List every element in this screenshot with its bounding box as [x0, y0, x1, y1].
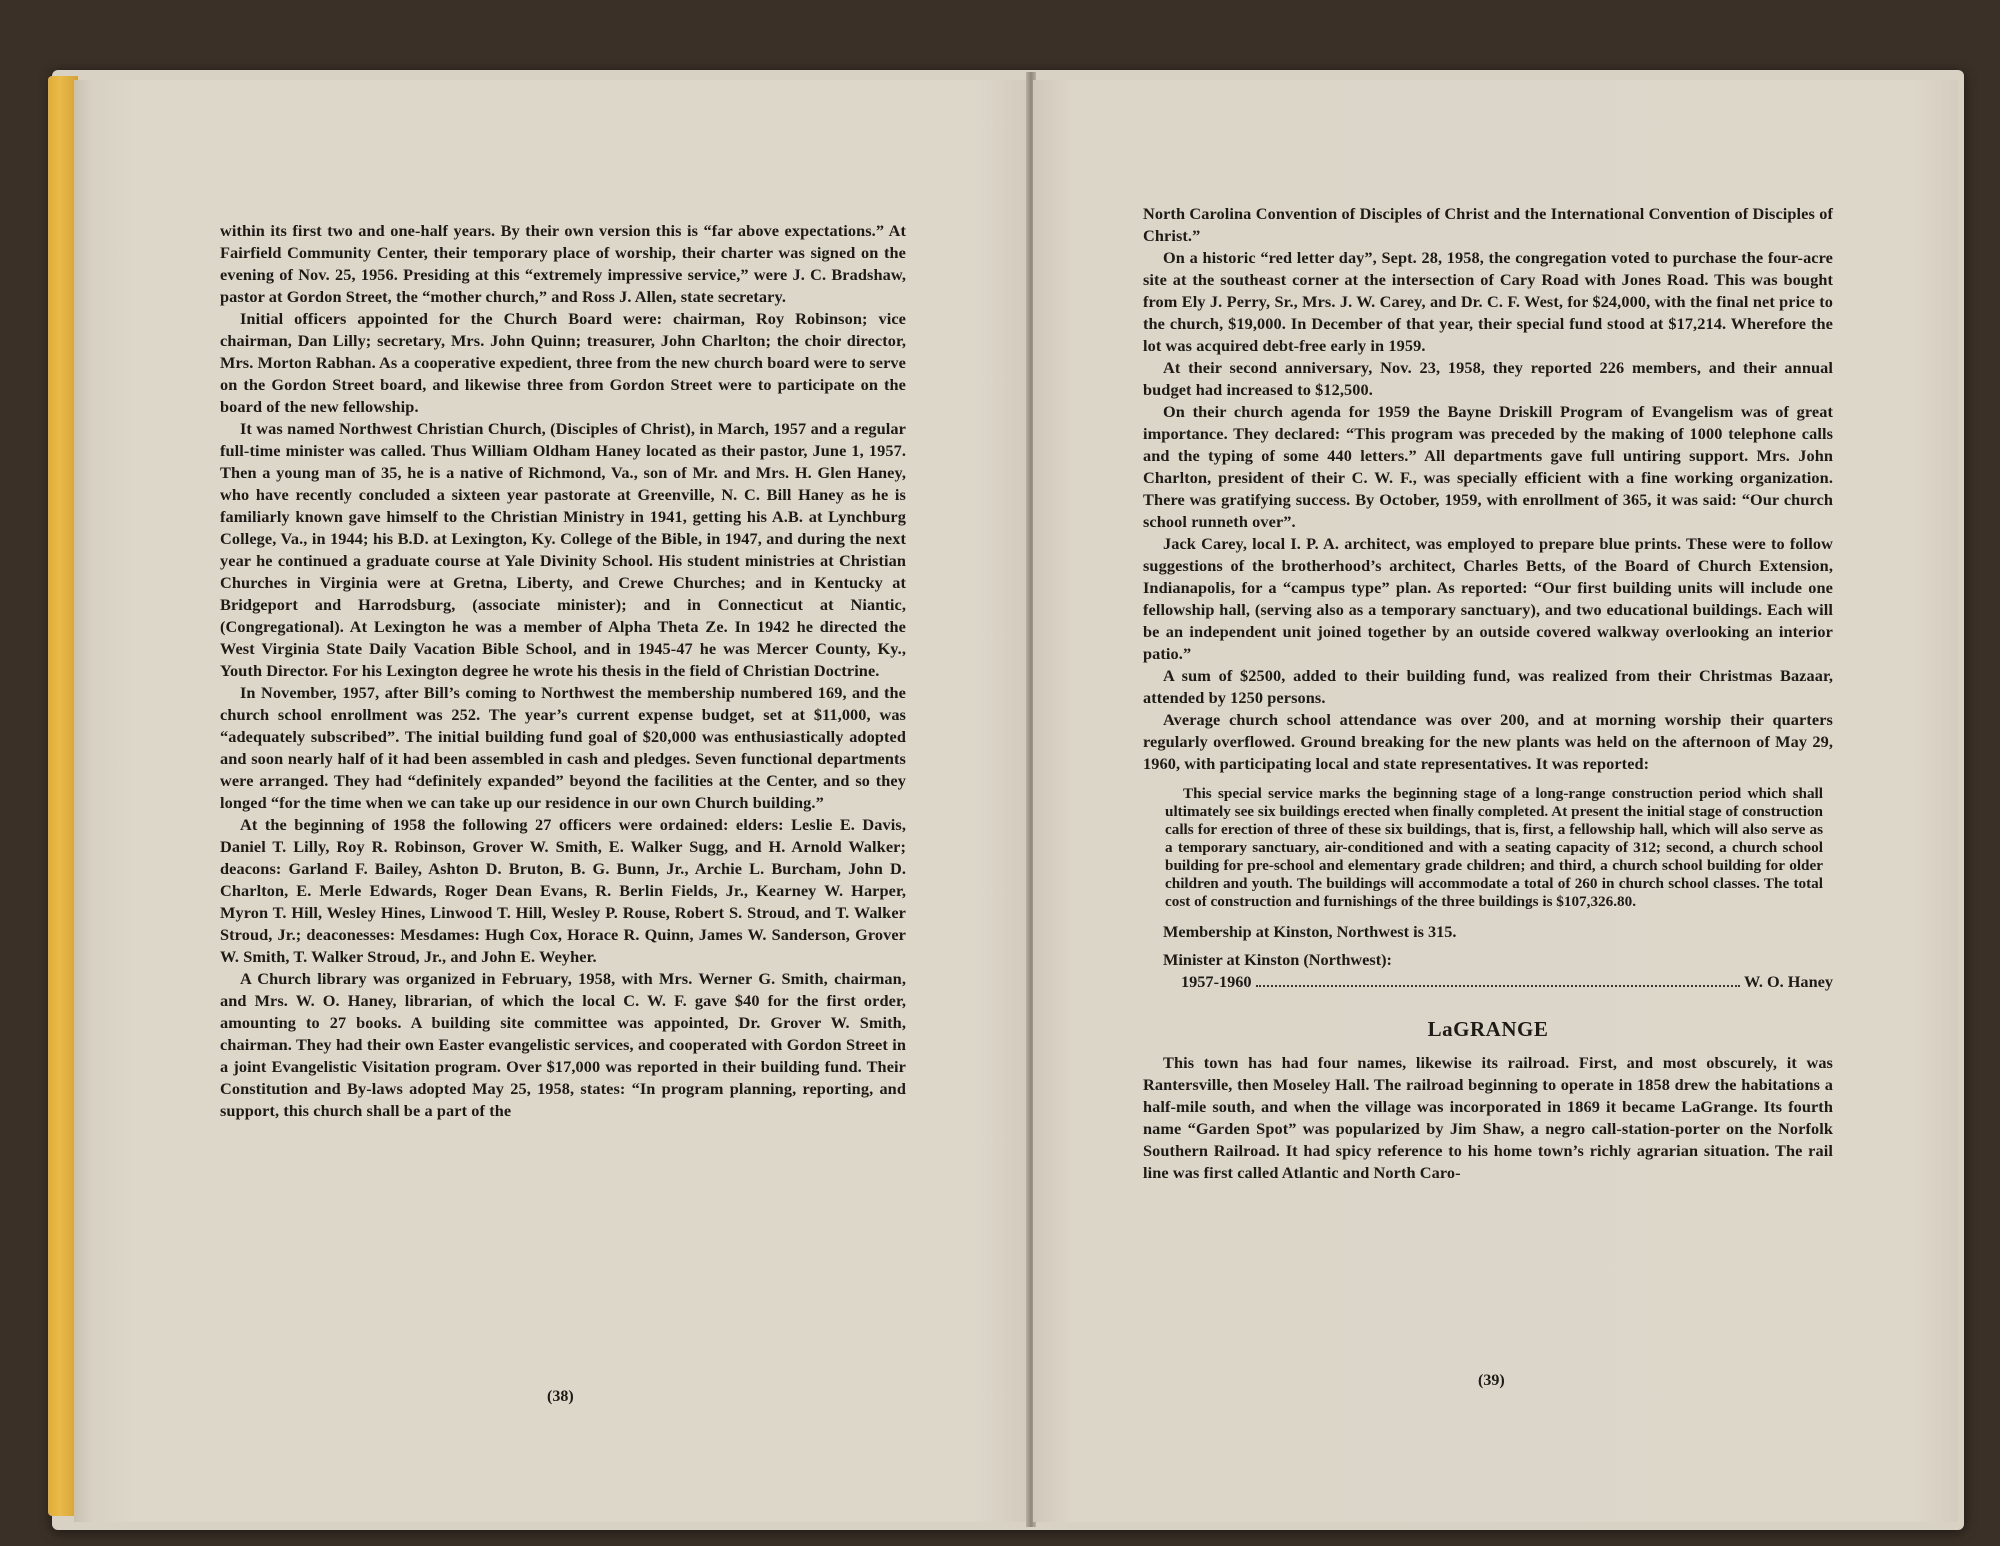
section-heading: LaGRANGE	[1427, 1017, 1549, 1041]
paragraph: A Church library was organized in February, 1958, with Mrs. Werner G. Smith, chairman, and Mrs. W. O. Haney, librarian, of which the local C. W. F. gave $40 for the first order, amounting to 27 books. A building site committee was appointed, Dr. Grover W. Smith, chairman. They had their own Easter evangelistic services, and cooperated with Gordon Street in a joint Evangelistic Visitation program. Over $17,000 was reported in their building fund. Their Constitution and By-laws adopted May 25, 1958, states: “In program planning, reporting, and support, this church shall be a part of the	[220, 969, 906, 1120]
minister-years: 1957-1960	[1181, 972, 1252, 991]
paragraph: A sum of $2500, added to their building fund, was realized from their Christmas Bazaar, attended by 1250 persons.	[1143, 666, 1833, 707]
paragraph: This town has had four names, likewise its railroad. First, and most obscurely, it was Rantersville, then Moseley Hall. The railroad beginning to operate in 1858 drew the habitations a half-mile south, and when the village was incorporated in 1869 it became LaGrange. Its fourth name “Garden Spot” was popularized by Jim Shaw, a negro call-station-porter on the Norfolk Southern Railroad. It had spicy reference to his home town’s richly agrarian situation. The rail line was first called Atlantic and North Caro-	[1143, 1053, 1833, 1182]
paragraph: Average church school attendance was over 200, and at morning worship their quarters regularly overflowed. Ground breaking for the new plants was held on the afternoon of May 29, 1960, with participating local and state representatives. It was reported:	[1143, 710, 1833, 773]
paragraph: On a historic “red letter day”, Sept. 28, 1958, the congregation voted to purchase the four-acre site at the southeast corner at the intersection of Cary Road with Jones Road. This was bought from Ely J. Perry, Sr., Mrs. J. W. Carey, and Dr. C. F. West, for $24,000, with the final net price to the church, $19,000. In December of that year, their special fund stood at $17,214. Wherefore the lot was acquired debt-free early in 1959.	[1143, 248, 1833, 355]
paragraph: At their second anniversary, Nov. 23, 1958, they reported 226 members, and their annual budget had increased to $12,500.	[1143, 358, 1833, 399]
paragraph: It was named Northwest Christian Church, (Disciples of Christ), in March, 1957 and a regular full-time minister was called. Thus William Oldham Haney located as their pastor, June 1, 1957. Then a young man of 35, he is a native of Richmond, Va., son of Mr. and Mrs. H. Glen Haney, who have recently concluded a sixteen year pastorate at Greenville, N. C. Bill Haney as he is familiarly known gave himself to the Christian Ministry in 1941, getting his A.B. at Lynchburg College, Va., in 1944; his B.D. at Lexington, Ky. College of the Bible, in 1947, and during the next year he continued a graduate course at Yale Divinity School. His student ministries at Christian Churches in Virginia were at Gretna, Liberty, and Crewe Churches; and in Kentucky at Bridgeport and Harrodsburg, (associate minister); and in Connecticut at Niantic, (Congregational). At Lexington he was a member of Alpha Theta Ze. In 1942 he directed the West Virginia State Daily Vacation Bible School, and in 1945-47 he was Mercer County, Ky., Youth Director. For his Lexington degree he wrote his thesis in the field of Christian Doctrine.	[220, 419, 906, 680]
paragraph: North Carolina Convention of Disciples of Christ and the International Convention of Disciples of Christ.”	[1143, 204, 1833, 245]
minister-heading: Minister at Kinston (Northwest):	[1163, 950, 1392, 969]
dot-leader	[1256, 985, 1740, 987]
left-page-text	[220, 220, 906, 1122]
paragraph: At the beginning of 1958 the following 27 officers were ordained: elders: Leslie E. Davis, Daniel T. Lilly, Roy R. Robinson, Grover W. Smith, E. Walker Sugg, and H. Arnold Walker; deacons: Garland F. Bailey, Ashton D. Bruton, B. G. Bunn, Jr., Archie L. Burcham, John D. Charlton, E. Merle Edwards, Roger Dean Evans, R. Berlin Fields, Jr., Kearney W. Harper, Myron T. Hill, Wesley Hines, Linwood T. Hill, Wesley P. Rouse, Robert S. Stroud, and T. Walker Stroud, Jr.; deaconesses: Mesdames: Hugh Cox, Horace R. Quinn, James W. Sanderson, Grover W. Smith, T. Walker Stroud, Jr., and John E. Weyher.	[220, 815, 906, 966]
paragraph: within its first two and one-half years. By their own version this is “far above expectations.” At Fairfield Community Center, their temporary place of worship, their charter was signed on the evening of Nov. 25, 1956. Presiding at this “extremely impressive service,” were J. C. Bradshaw, pastor at Gordon Street, the “mother church,” and Ross J. Allen, state secretary.	[220, 221, 906, 306]
minister-name: W. O. Haney	[1744, 972, 1833, 991]
membership-line: Membership at Kinston, Northwest is 315.	[1163, 922, 1457, 941]
page-number: (38)	[547, 1388, 574, 1405]
right-page-text	[1143, 203, 1833, 1184]
page-number: (39)	[1478, 1372, 1505, 1389]
paragraph: Initial officers appointed for the Church Board were: chairman, Roy Robinson; vice chairman, Dan Lilly; secretary, Mrs. John Quinn; treasurer, John Charlton; the choir director, Mrs. Morton Rabhan. As a cooperative expedient, three from the new church board were to serve on the Gordon Street board, and likewise three from Gordon Street were to participate on the board of the new fellowship.	[220, 309, 906, 416]
right-page	[1033, 80, 1958, 1522]
paragraph: On their church agenda for 1959 the Bayne Driskill Program of Evangelism was of great importance. They declared: “This program was preceded by the making of 1000 telephone calls and the typing of some 440 letters.” All departments gave full untiring support. Mrs. John Charlton, president of their C. W. F., was specially efficient with a fine working organization. There was gratifying success. By October, 1959, with enrollment of 365, it was said: “Our church school runneth over”.	[1143, 402, 1833, 531]
minister-entry	[1181, 971, 1833, 993]
paragraph: Jack Carey, local I. P. A. architect, was employed to prepare blue prints. These were to follow suggestions of the brotherhood’s architect, Charles Betts, of the Board of Church Extension, Indianapolis, for a “campus type” plan. As reported: “Our first building units will include one fellowship hall, (serving also as a temporary sanctuary), and two educational buildings. Each will be an independent unit joined together by an outside covered walkway overlooking an interior patio.”	[1143, 534, 1833, 663]
left-page	[74, 80, 1029, 1522]
paragraph: In November, 1957, after Bill’s coming to Northwest the membership numbered 169, and the church school enrollment was 252. The year’s current expense budget, set at $11,000, was “adequately subscribed”. The initial building fund goal of $20,000 was enthusiastically adopted and soon nearly half of it had been assembled in cash and pledges. Seven functional departments were arranged. They had “definitely expanded” beyond the facilities at the Center, and so they longed “for the time when we can take up our residence in our own Church building.”	[220, 683, 906, 812]
block-quote: This special service marks the beginning stage of a long-range construction period which shall ultimately see six buildings erected when finally completed. At present the initial stage of construction calls for erection of three of these six buildings, that is, first, a fellowship hall, which will also serve as a temporary sanctuary, air-conditioned and with a seating capacity of 312; second, a church school building for pre-school and elementary grade children; and third, a church school building for older children and youth. The buildings will accommodate a total of 260 in church school classes. The total cost of construction and furnishings of the three buildings is $107,326.80.	[1165, 785, 1823, 910]
